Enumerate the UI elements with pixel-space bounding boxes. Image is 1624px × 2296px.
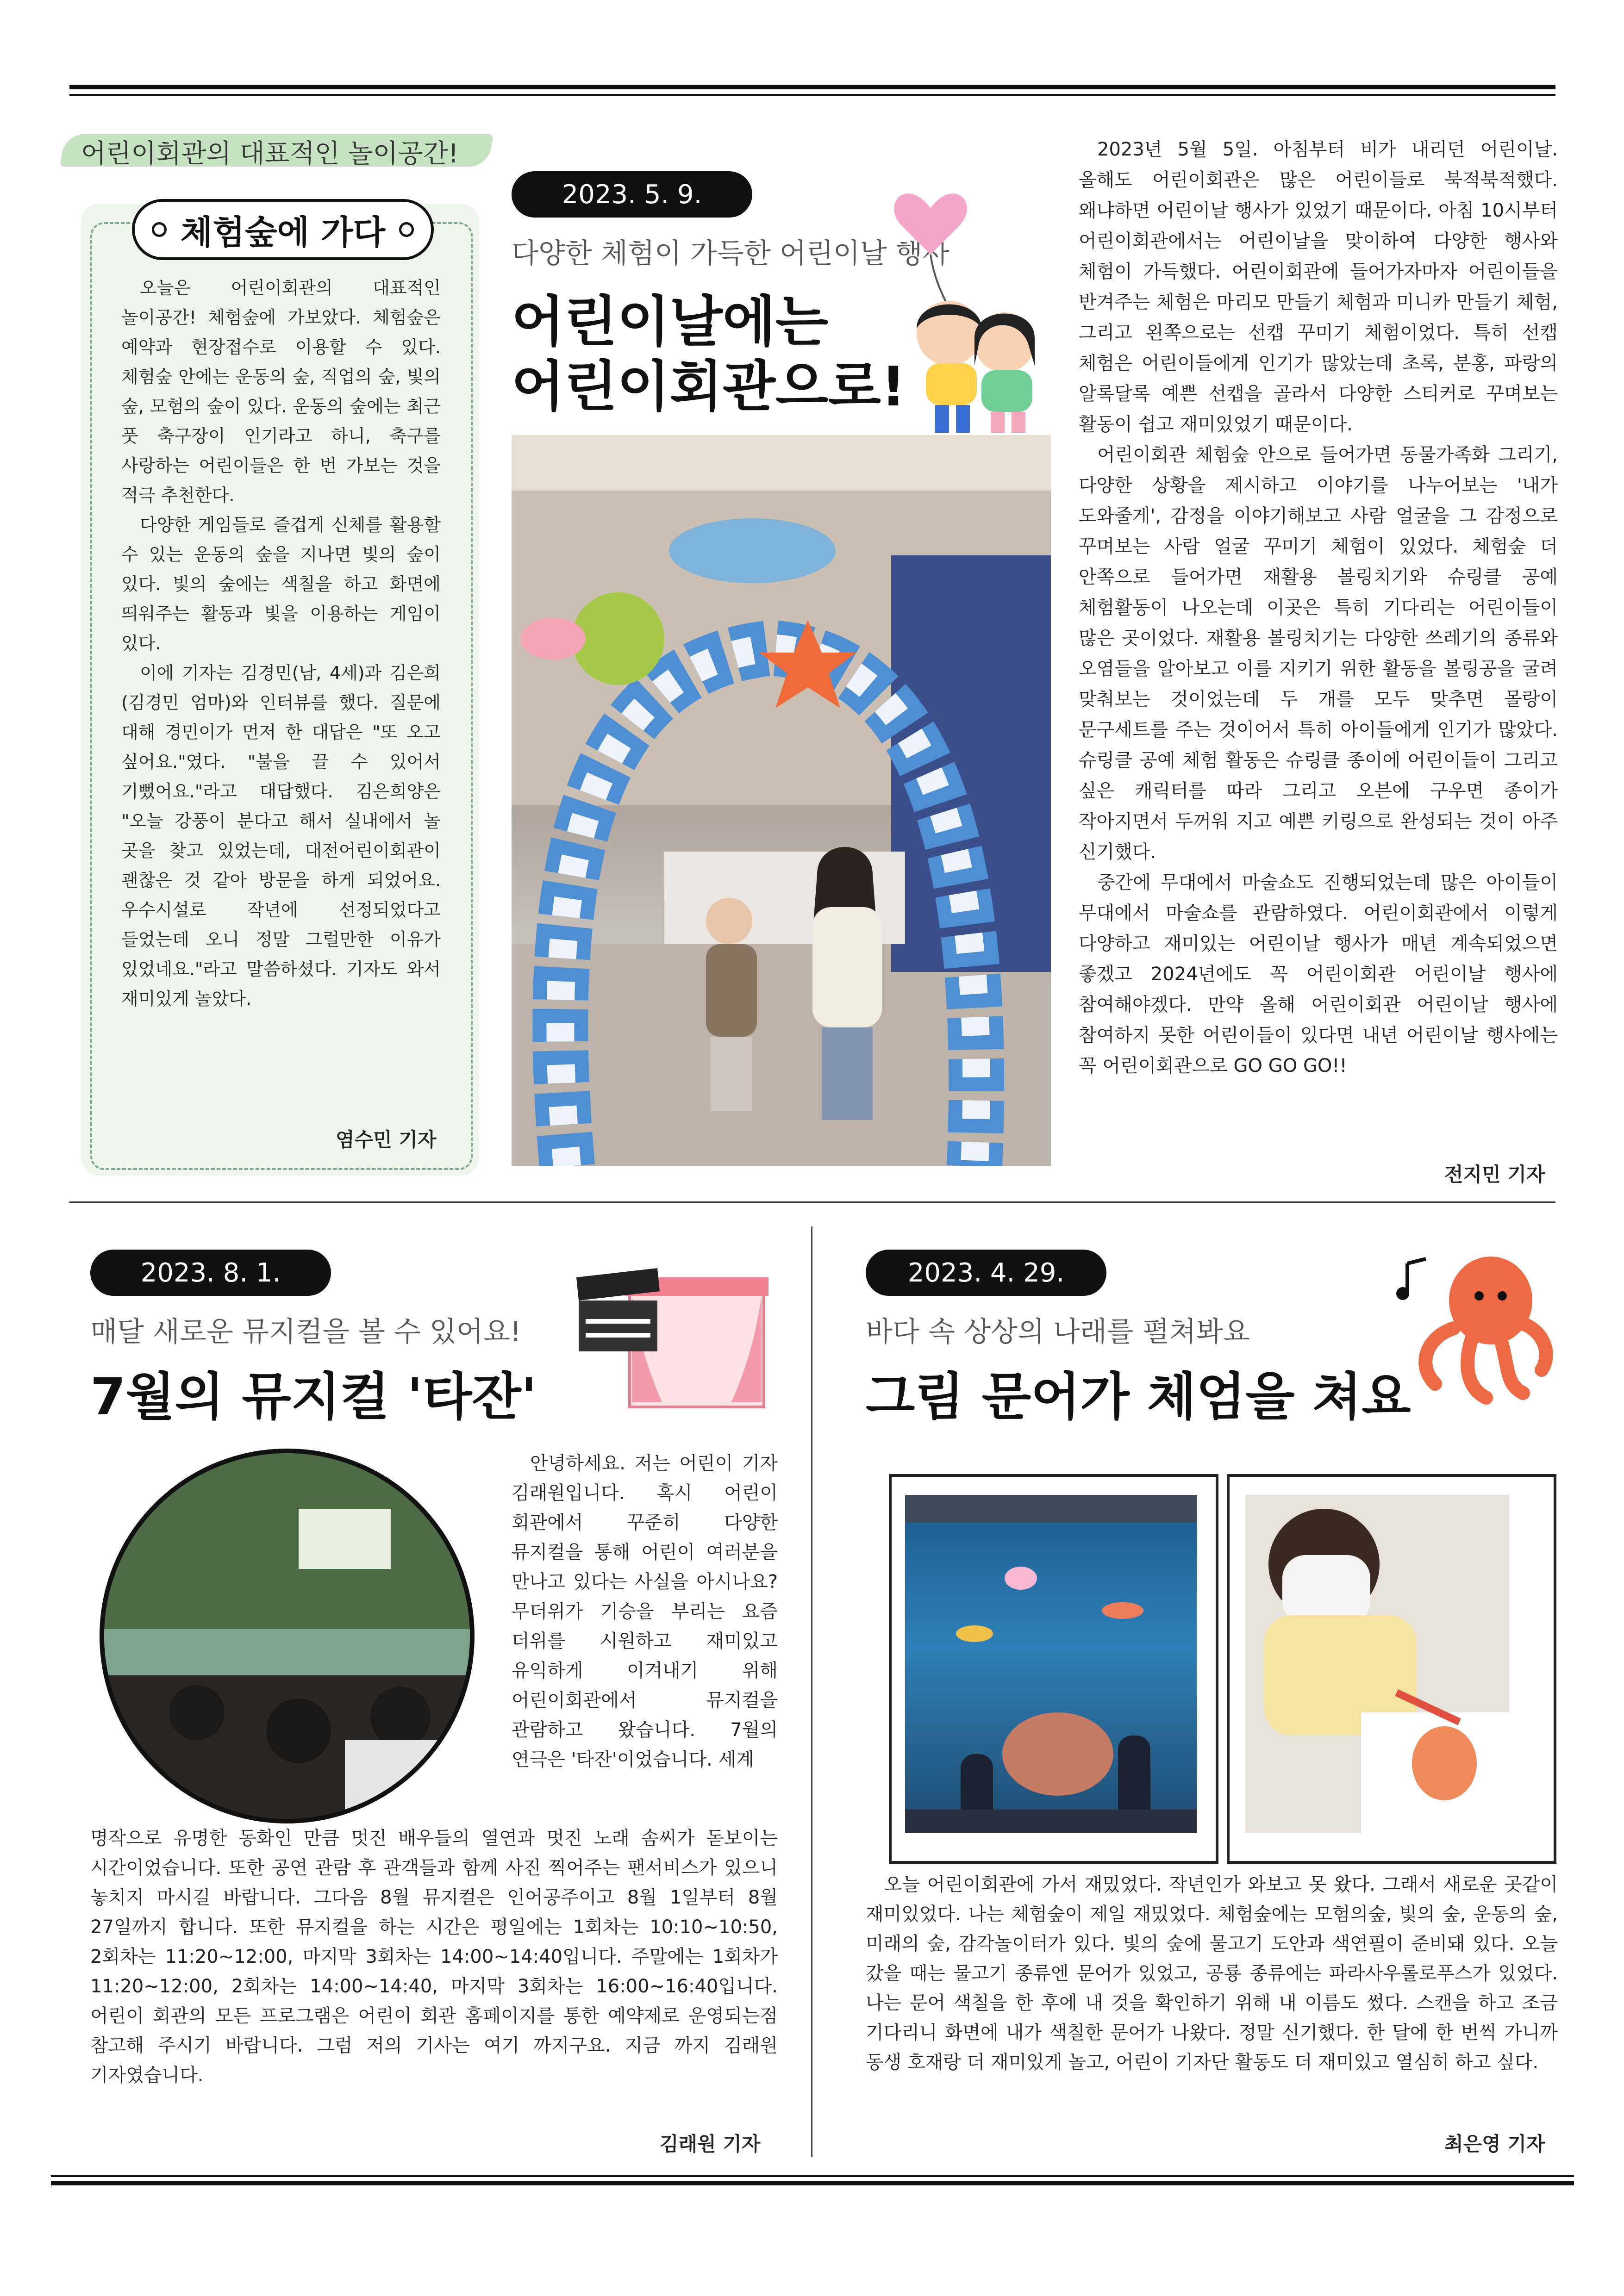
octopus-eye	[1498, 1291, 1507, 1300]
sidebar-article	[121, 273, 441, 1014]
sidebar-title-badge	[132, 199, 434, 260]
girl-legs	[822, 1027, 873, 1120]
octopus-eye	[1474, 1291, 1484, 1300]
octopus-head	[1449, 1257, 1532, 1344]
audience-head	[370, 1687, 431, 1747]
clapperboard-curtain-icon	[569, 1250, 768, 1416]
bottom-rule-thin	[51, 2175, 1574, 2177]
kid-legs	[991, 412, 1005, 433]
dot-icon	[152, 222, 167, 237]
feature-article	[1079, 134, 1558, 1081]
ceiling	[905, 1495, 1197, 1523]
screen	[299, 1509, 391, 1569]
paragraph: 어린이회관 체험숲 안으로 들어가면 동물가족화 그리기, 다양한 상황을 제시하고 이야기를 나누어보는 '내가 도와줄게', 감정을 이야기해보고 사람 얼굴을 그 감정으로 꾸며보는 사람 얼굴 꾸미기 체험이 있었다. 체험숲 더 안쪽으로 들어가면 재활용 볼링치기와 슈링클 공예 체험활동이 나오는데 이곳은 특히 기다리는 어린이들이 많은 곳이었다. 재활용 볼링치기는 다양한 쓰레기의 종류와 오염들을 알아보고 이를 지키기 위한 활동을 볼링공을 굴려 맞춰보는 것이었는데 두 개를 모두 맞추면 몰랑이 문구세트를 주는 것이어서 특히 아이들에게 인기가 많았다. 슈링클 공예 체험 활동은 슈링클 종이에 어린이들이 그리고 싶은 캐릭터를 따라 그리고 오븐에 구우면 종이가 작아지면서 두꺼워 지고 예쁜 키링으로 완성되는 것이 아주 신기했다.	[1079, 444, 1558, 863]
middle-rule	[69, 1201, 1555, 1203]
kid-legs	[1012, 412, 1025, 433]
musical-photo-circle	[100, 1449, 475, 1823]
child-body	[706, 944, 757, 1037]
fish	[956, 1625, 993, 1642]
child-legs	[711, 1037, 752, 1111]
octopus-icon	[1389, 1245, 1555, 1412]
kid-shirt	[926, 363, 977, 405]
drawn-octopus	[1412, 1726, 1477, 1800]
floor	[905, 1810, 1197, 1833]
ceiling-lights	[512, 435, 1051, 491]
musical-intro: 안녕하세요. 저는 어린이 기자 김래원입니다. 혹시 어린이 회관에서 꾸준히 다양한 뮤지컬을 통해 어린이 여러분을 만나고 있다는 사실을 아시나요? 무더위가 기승을 부리는 요즘 더위를 시원하고 재미있고 유익하게 이겨내기 위해 어린이회관에서 뮤지컬을 관람하고 왔습니다. 7월의 연극은 '타잔'이었습니다. 세계	[512, 1453, 778, 1770]
octopus-byline: 최은영 기자	[1444, 2133, 1545, 2155]
music-note-head	[1396, 1287, 1409, 1300]
face-mask	[1282, 1555, 1370, 1624]
fish	[1102, 1602, 1143, 1619]
sidebar-byline: 염수민 기자	[336, 1128, 437, 1151]
feature-headline-line1: 어린이날에는	[512, 290, 828, 354]
paragraph: 중간에 무대에서 마술쇼도 진행되었는데 많은 아이들이 무대에서 마술쇼를 관람하였다. 어린이회관에서 이렇게 다양하고 재미있는 어린이날 행사가 매년 계속되었으면 좋겠고 2024년에도 꼭 어린이회관 어린이날 행사에 참여해야겠다. 만약 올해 어린이회관 어린이날 행사에 참여하지 못한 어린이들이 있다면 내년 어린이날 행사에는 꼭 어린이회관으로 GO GO GO!!	[1079, 872, 1558, 1076]
octopus-date-pill: 2023. 4. 29.	[866, 1250, 1106, 1296]
girl-body	[812, 907, 882, 1027]
stage-floor	[104, 1629, 470, 1680]
child-head	[706, 898, 752, 944]
top-rule-thin	[69, 94, 1555, 96]
octopus-tentacle	[1468, 1338, 1486, 1398]
dot-icon	[399, 222, 414, 237]
sidebar-title: 체험숲에 가다	[180, 213, 386, 252]
kids-balloon-illustration	[880, 148, 1056, 435]
audience-shirt	[345, 1740, 451, 1819]
audience-head	[266, 1699, 331, 1763]
octopus-photo-aquarium	[905, 1495, 1197, 1833]
heart-balloon	[894, 193, 967, 255]
kid-shirt	[981, 370, 1032, 412]
octopus-article: 오늘 어린이회관에 가서 재밌었다. 작년인가 와보고 못 왔다. 그래서 새로운 곳같이 재미있었다. 나는 체험숲이 제일 재밌었다. 체험숲에는 모험의숲, 빛의 숲, 운동의 숲, 미래의 숲, 감각놀이터가 있다. 빛의 숲에 물고기 도안과 색연필이 준비돼 있다. 오늘 갔을 때는 물고기 종류엔 문어가 있었고, 공룡 종류에는 파라사우롤로푸스가 있었다. 나는 문어 색칠을 한 후에 내 것을 확인하기 위해 내 이름도 썼다. 스캔을 하고 조금 기다리니 화면에 내가 색칠한 문어가 나왔다. 정말 신기했다. 한 달에 한 번씩 가니까 동생 호재랑 더 재미있게 놀고, 어린이 기자단 활동도 더 재미있고 열심히 하고 싶다.	[866, 1874, 1558, 2073]
kid-legs	[935, 405, 949, 433]
octopus-subtitle: 바다 속 상상의 나래를 펼쳐봐요	[866, 1316, 1250, 1348]
paragraph: 다양한 게임들로 즐겁게 신체를 활용할 수 있는 운동의 숲을 지나면 빛의 숲이 있다. 빛의 숲에는 색칠을 하고 화면에 띄워주는 활동과 빛을 이용하는 게임이 있다.	[121, 515, 441, 653]
octopus-tentacle	[1425, 1328, 1454, 1384]
kid-legs	[956, 405, 970, 433]
jellyfish	[1005, 1567, 1037, 1590]
sidebar-tag: 어린이회관의 대표적인 놀이공간!	[81, 139, 459, 169]
fish-balloon	[521, 618, 586, 660]
audience-head	[169, 1685, 225, 1740]
feature-byline: 전지민 기자	[1444, 1163, 1545, 1186]
clapper-stripe	[586, 1333, 650, 1338]
music-note-icon	[1407, 1259, 1426, 1291]
octopus-headline: 그림 문어가 체엄을 쳐요	[866, 1367, 1411, 1426]
musical-subtitle: 매달 새로운 뮤지컬을 볼 수 있어요!	[90, 1316, 521, 1348]
paragraph: 2023년 5월 5일. 아침부터 비가 내리던 어린이날. 올해도 어린이회관은 많은 어린이들로 북적북적했다. 왜냐하면 어린이날 행사가 있었기 때문이다. 아침 10시부터 어린이회관에서는 어린이날을 맞이하여 다양한 행사와 체험이 가득했다. 어린이회관에 들어가자마자 어린이들을 반겨주는 체험은 마리모 만들기 체험과 미니카 만들기 체험, 그리고 왼쪽으로는 선캡 꾸미기 체험이었다. 특히 선캡 체험은 어린이들에게 인기가 많았는데 초록, 분홍, 파랑의 알록달록 예쁜 선캡을 골라서 다양한 스티커로 꾸며보는 활동이 쉽고 재미있었기 때문이다.	[1079, 139, 1558, 435]
octopus-photo-coloring	[1245, 1495, 1509, 1833]
column-divider	[811, 1226, 812, 2157]
coral	[1002, 1712, 1113, 1796]
top-rule-thick	[69, 85, 1555, 89]
octopus-tentacle	[1500, 1338, 1523, 1393]
bottom-rule-thick	[51, 2181, 1574, 2185]
musical-date-pill: 2023. 8. 1.	[90, 1250, 331, 1296]
octopus-tentacle	[1523, 1324, 1546, 1370]
feature-photo-balloon-arch	[512, 435, 1051, 1166]
feature-headline-line2: 어린이회관으로!	[512, 355, 906, 418]
musical-headline: 7월의 뮤지컬 '타잔'	[90, 1367, 537, 1426]
paragraph: 오늘은 어린이회관의 대표적인 놀이공간! 체험숲에 가보았다. 체험숲은 예약과 현장접수로 이용할 수 있다. 체험숲 안에는 운동의 숲, 직업의 숲, 빛의 숲, 모험의 숲이 있다. 운동의 숲에는 최근 풋 축구장이 인기라고 하니, 축구를 사랑하는 어린이들은 한 번 가보는 것을 적극 추천한다.	[121, 278, 441, 505]
shark-balloon	[669, 518, 836, 583]
clapper-body	[579, 1300, 657, 1351]
feature-subtitle: 다양한 체험이 가득한 어린이날 행사	[512, 237, 949, 270]
feature-date-pill: 2023. 5. 9.	[512, 171, 752, 218]
musical-byline: 김래원 기자	[660, 2133, 761, 2155]
musical-body: 명작으로 유명한 동화인 만큼 멋진 배우들의 열연과 멋진 노래 솜씨가 돋보이는 시간이었습니다. 또한 공연 관람 후 관객들과 함께 사진 찍어주는 팬서비스가 있으니 놓치지 마시길 바랍니다. 그다음 8월 뮤지컬은 인어공주이고 8월 1일부터 8월 27일까지 합니다. 또한 뮤지컬을 하는 시간은 평일에는 1회차는 10:10~10:50, 2회차는 11:20~12:00, 마지막 3회차는 14:00~14:40입니다. 주말에는 1회차가 11:20~12:00, 2회차는 14:00~14:40, 마지막 3회차는 16:00~16:40입니다. 어린이 회관의 모든 프로그램은 어린이 회관 홈페이지를 통한 예약제로 운영되는점 참고해 주시기 바랍니다. 그럼 저의 기사는 여기 까지구요. 지금 까지 김래원 기자였습니다.	[90, 1828, 778, 2086]
clapper-stripe	[586, 1319, 650, 1324]
paragraph: 이에 기자는 김경민(남, 4세)과 김은희(김경민 엄마)와 인터뷰를 했다. 질문에 대해 경민이가 먼저 한 대답은 "또 오고 싶어요."였다. "불을 끌 수 있어서 기뻤어요."라고 대답했다. 김은희양은 "오늘 강풍이 분다고 해서 실내에서 놀 곳을 찾고 있었는데, 대전어린이회관이 괜찮은 것 같아 방문을 하게 되었어요. 우수시설로 작년에 선정되었다고 들었는데 오니 정말 그럴만한 이유가 있었네요."라고 말씀하셨다. 기자도 와서 재미있게 놀았다.	[121, 663, 441, 1009]
